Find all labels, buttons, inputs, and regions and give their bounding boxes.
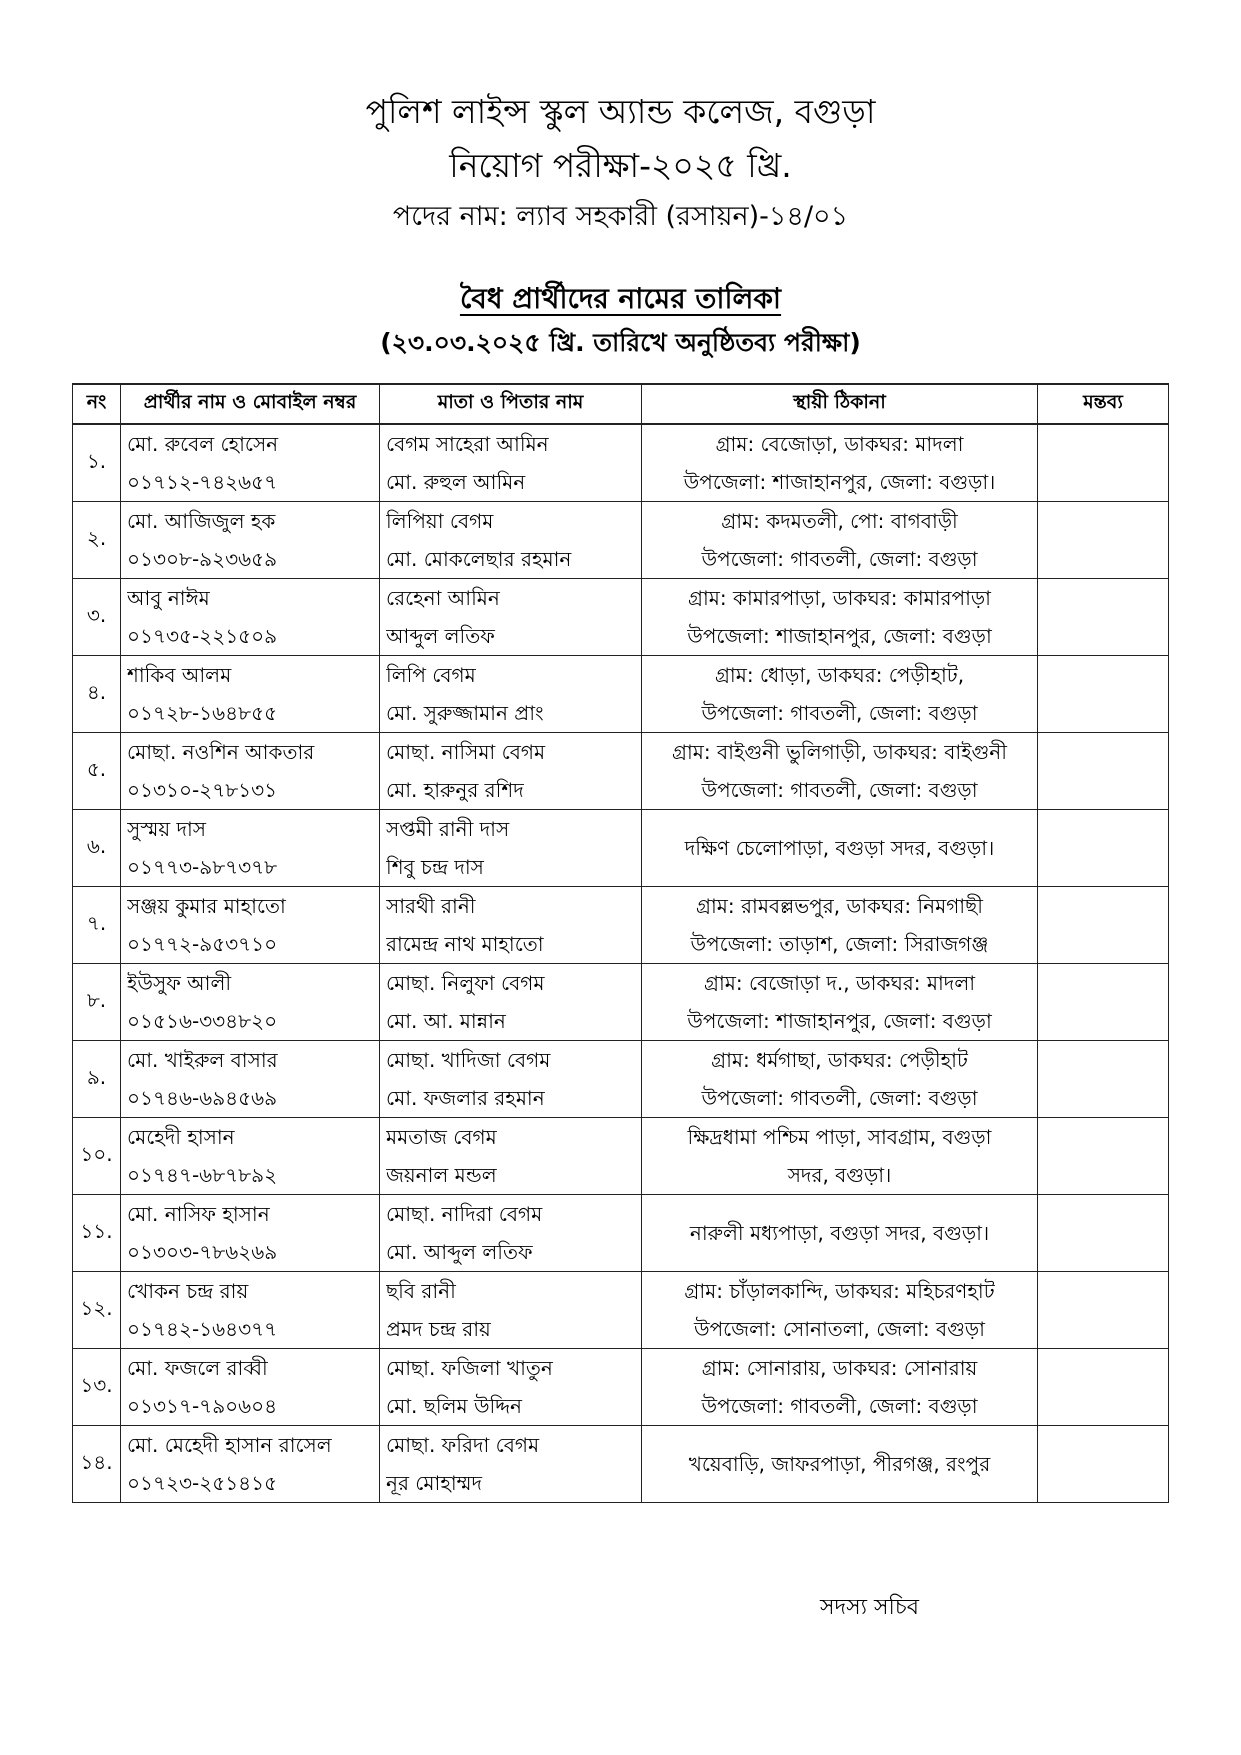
parents-cell — [380, 579, 642, 656]
address-line: উপজেলা: সোনাতলা, জেলা: বগুড়া — [694, 1317, 985, 1341]
candidate-cell — [121, 964, 380, 1041]
candidate-cell — [121, 1272, 380, 1349]
candidate-name: মো. মেহেদী হাসান রাসেল — [127, 1433, 332, 1457]
candidate-name: খোকন চন্দ্র রায় — [127, 1279, 249, 1303]
remark-cell — [1038, 424, 1169, 502]
remark-cell — [1038, 964, 1169, 1041]
candidate-name: আবু নাঈম — [127, 586, 210, 610]
mother-name: রেহেনা আমিন — [386, 586, 500, 610]
serial-number: ১৪. — [73, 1426, 121, 1503]
candidate-name: ইউসুফ আলী — [127, 971, 232, 995]
mother-name: মমতাজ বেগম — [386, 1125, 497, 1149]
table-row — [73, 733, 1169, 810]
candidate-name: মো. নাসিফ হাসান — [127, 1202, 270, 1226]
father-name: মো. আব্দুল লতিফ — [386, 1240, 533, 1264]
parents-cell — [380, 1426, 642, 1503]
candidate-name: মো. খাইরুল বাসার — [127, 1048, 278, 1072]
father-name: রামেন্দ্র নাথ মাহাতো — [386, 932, 544, 956]
candidate-cell — [121, 1349, 380, 1426]
candidate-mobile: ০১৩১৭-৭৯০৬০৪ — [127, 1394, 278, 1418]
serial-number: ৮. — [73, 964, 121, 1041]
candidate-name: মেহেদী হাসান — [127, 1125, 235, 1149]
table-row — [73, 656, 1169, 733]
father-name: নূর মোহাম্মদ — [386, 1471, 482, 1495]
institution-title: পুলিশ লাইন্স স্কুল অ্যান্ড কলেজ, বগুড়া — [365, 92, 876, 131]
candidate-name: সঞ্জয় কুমার মাহাতো — [127, 894, 286, 918]
list-title-text: বৈধ প্রার্থীদের নামের তালিকা — [459, 282, 782, 315]
father-name: মো. ছলিম উদ্দিন — [386, 1394, 522, 1418]
address-line: গ্রাম: কামারপাড়া, ডাকঘর: কামারপাড়া — [688, 586, 991, 610]
mother-name: মোছা. নাদিরা বেগম — [386, 1202, 543, 1226]
address-cell — [642, 1118, 1038, 1195]
remark-cell — [1038, 810, 1169, 887]
address-line: গ্রাম: বাইগুনী ভুলিগাড়ী, ডাকঘর: বাইগুনী — [672, 740, 1007, 764]
table-row — [73, 1426, 1169, 1503]
parents-cell — [380, 810, 642, 887]
address-cell — [642, 579, 1038, 656]
column-header-name: প্রার্থীর নাম ও মোবাইল নম্বর — [121, 384, 380, 424]
serial-number: ৫. — [73, 733, 121, 810]
remark-cell — [1038, 656, 1169, 733]
father-name: মো. সুরুজ্জামান প্রাং — [386, 701, 544, 725]
mother-name: লিপিয়া বেগম — [386, 509, 494, 533]
address-cell — [642, 1272, 1038, 1349]
mother-name: মোছা. খাদিজা বেগম — [386, 1048, 551, 1072]
candidate-cell — [121, 1118, 380, 1195]
address-cell — [642, 1041, 1038, 1118]
mother-name: ছবি রানী — [386, 1279, 456, 1303]
mother-name: লিপি বেগম — [386, 663, 476, 687]
remark-cell — [1038, 1349, 1169, 1426]
address-cell — [642, 964, 1038, 1041]
address-line: উপজেলা: গাবতলী, জেলা: বগুড়া — [701, 701, 978, 725]
address-line: উপজেলা: শাজাহানপুর, জেলা: বগুড়া। — [683, 470, 996, 494]
remark-cell — [1038, 1118, 1169, 1195]
serial-number: ১. — [73, 424, 121, 502]
mother-name: মোছা. ফরিদা বেগম — [386, 1433, 540, 1457]
post-title: পদের নাম: ল্যাব সহকারী (রসায়ন)-১৪/০১ — [392, 201, 849, 232]
address-line: গ্রাম: বেজোড়া, ডাকঘর: মাদলা — [715, 432, 964, 456]
table-row — [73, 579, 1169, 656]
father-name: জয়নাল মন্ডল — [386, 1163, 497, 1187]
table-row — [73, 810, 1169, 887]
table-header-row — [73, 384, 1169, 424]
address-line: উপজেলা: গাবতলী, জেলা: বগুড়া — [701, 1086, 978, 1110]
father-name: মো. আ. মান্নান — [386, 1009, 506, 1033]
candidate-cell — [121, 656, 380, 733]
address-line: ক্ষিদ্রধামা পশ্চিম পাড়া, সাবগ্রাম, বগুড়া — [687, 1125, 992, 1149]
candidate-mobile: ০১৭২৮-১৬৪৮৫৫ — [127, 701, 278, 725]
parents-cell — [380, 1349, 642, 1426]
father-name: মো. রুহুল আমিন — [386, 470, 526, 494]
mother-name: মোছা. ফজিলা খাতুন — [386, 1356, 553, 1380]
remark-cell — [1038, 1426, 1169, 1503]
father-name: মো. হারুনুর রশিদ — [386, 778, 524, 802]
candidate-cell — [121, 887, 380, 964]
address-line: গ্রাম: সোনারায়, ডাকঘর: সোনারায় — [701, 1356, 978, 1380]
parents-cell — [380, 1041, 642, 1118]
candidate-mobile: ০১৭৭২-৯৫৩৭১০ — [127, 932, 278, 956]
candidate-mobile: ০১৭১২-৭৪২৬৫৭ — [127, 470, 278, 494]
candidate-name: মোছা. নওশিন আকতার — [127, 740, 315, 764]
parents-cell — [380, 1272, 642, 1349]
candidate-cell — [121, 579, 380, 656]
candidate-mobile: ০১৭৪৭-৬৮৭৮৯২ — [127, 1163, 278, 1187]
parents-cell — [380, 733, 642, 810]
column-header-parents: মাতা ও পিতার নাম — [380, 384, 642, 424]
remark-cell — [1038, 887, 1169, 964]
parents-cell — [380, 887, 642, 964]
candidate-mobile: ০১৩১০-২৭৮১৩১ — [127, 778, 278, 802]
address-line: দক্ষিণ চেলোপাড়া, বগুড়া সদর, বগুড়া। — [684, 836, 995, 860]
serial-number: ৬. — [73, 810, 121, 887]
address-line: উপজেলা: তাড়াশ, জেলা: সিরাজগঞ্জ — [690, 932, 989, 956]
mother-name: মোছা. নিলুফা বেগম — [386, 971, 545, 995]
address-cell — [642, 733, 1038, 810]
remark-cell — [1038, 1195, 1169, 1272]
candidate-name: সুস্ময় দাস — [127, 817, 206, 841]
signature-label: সদস্য সচিব — [820, 1595, 919, 1620]
candidate-cell — [121, 1426, 380, 1503]
address-cell — [642, 1349, 1038, 1426]
mother-name: মোছা. নাসিমা বেগম — [386, 740, 546, 764]
candidate-cell — [121, 1041, 380, 1118]
candidate-cell — [121, 1195, 380, 1272]
parents-cell — [380, 656, 642, 733]
address-line: উপজেলা: শাজাহানপুর, জেলা: বগুড়া — [687, 1009, 992, 1033]
serial-number: ১০. — [73, 1118, 121, 1195]
table-row — [73, 964, 1169, 1041]
father-name: শিবু চন্দ্র দাস — [386, 855, 484, 879]
address-line: উপজেলা: শাজাহানপুর, জেলা: বগুড়া — [687, 624, 992, 648]
table-row — [73, 1041, 1169, 1118]
candidate-mobile: ০১৩০৮-৯২৩৬৫৯ — [127, 547, 278, 571]
candidate-cell — [121, 424, 380, 502]
mother-name: সারথী রানী — [386, 894, 476, 918]
serial-number: ৭. — [73, 887, 121, 964]
mother-name: সপ্তমী রানী দাস — [386, 817, 510, 841]
candidate-name: শাকিব আলম — [127, 663, 232, 687]
serial-number: ৪. — [73, 656, 121, 733]
candidate-mobile: ০১৭২৩-২৫১৪১৫ — [127, 1471, 278, 1495]
candidate-name: মো. ফজলে রাব্বী — [127, 1356, 268, 1380]
candidate-name: মো. রুবেল হোসেন — [127, 432, 279, 456]
address-cell — [642, 810, 1038, 887]
candidate-cell — [121, 733, 380, 810]
remark-cell — [1038, 502, 1169, 579]
parents-cell — [380, 964, 642, 1041]
column-header-no: নং — [73, 384, 121, 424]
remark-cell — [1038, 1041, 1169, 1118]
table-row — [73, 1195, 1169, 1272]
parents-cell — [380, 424, 642, 502]
address-line: গ্রাম: রামবল্লভপুর, ডাকঘর: নিমগাছী — [696, 894, 983, 918]
candidate-mobile: ০১৩০৩-৭৮৬২৬৯ — [127, 1240, 278, 1264]
address-cell — [642, 656, 1038, 733]
candidate-table — [72, 383, 1169, 1503]
serial-number: ৩. — [73, 579, 121, 656]
father-name: প্রমদ চন্দ্র রায় — [386, 1317, 491, 1341]
serial-number: ২. — [73, 502, 121, 579]
address-cell — [642, 887, 1038, 964]
candidate-cell — [121, 810, 380, 887]
father-name: মো. মোকলেছার রহমান — [386, 547, 572, 571]
column-header-address: স্থায়ী ঠিকানা — [642, 384, 1038, 424]
address-line: নারুলী মধ্যপাড়া, বগুড়া সদর, বগুড়া। — [689, 1221, 990, 1245]
address-cell — [642, 424, 1038, 502]
address-line: গ্রাম: ধোড়া, ডাকঘর: পেড়ীহাট, — [714, 663, 965, 687]
parents-cell — [380, 1118, 642, 1195]
address-cell — [642, 1426, 1038, 1503]
parents-cell — [380, 502, 642, 579]
candidate-mobile: ০১৫১৬-৩৩৪৮২০ — [127, 1009, 278, 1033]
candidate-name: মো. আজিজুল হক — [127, 509, 276, 533]
address-line: গ্রাম: চাঁড়ালকান্দি, ডাকঘর: মহিচরণহাট — [684, 1279, 995, 1303]
table-row — [73, 502, 1169, 579]
table-row — [73, 887, 1169, 964]
candidate-mobile: ০১৭৪২-১৬৪৩৭৭ — [127, 1317, 278, 1341]
address-line: গ্রাম: কদমতলী, পো: বাগবাড়ী — [721, 509, 958, 533]
remark-cell — [1038, 733, 1169, 810]
exam-date: (২৩.০৩.২০২৫ খ্রি. তারিখে অনুষ্ঠিতব্য পরীক্ষা) — [380, 328, 861, 357]
column-header-remarks: মন্তব্য — [1038, 384, 1169, 424]
serial-number: ১৩. — [73, 1349, 121, 1426]
address-cell — [642, 502, 1038, 579]
table-row — [73, 1272, 1169, 1349]
exam-title: নিয়োগ পরীক্ষা-২০২৫ খ্রি. — [449, 146, 792, 185]
address-line: সদর, বগুড়া। — [787, 1163, 892, 1187]
father-name: আব্দুল লতিফ — [386, 624, 495, 648]
serial-number: ১২. — [73, 1272, 121, 1349]
parents-cell — [380, 1195, 642, 1272]
serial-number: ৯. — [73, 1041, 121, 1118]
remark-cell — [1038, 579, 1169, 656]
mother-name: বেগম সাহেরা আমিন — [386, 432, 549, 456]
address-line: গ্রাম: ধর্মগাছা, ডাকঘর: পেড়ীহাট — [711, 1048, 968, 1072]
serial-number: ১১. — [73, 1195, 121, 1272]
address-cell — [642, 1195, 1038, 1272]
father-name: মো. ফজলার রহমান — [386, 1086, 545, 1110]
candidate-mobile: ০১৭৪৬-৬৯৪৫৬৯ — [127, 1086, 278, 1110]
table-row — [73, 1349, 1169, 1426]
table-row — [73, 1118, 1169, 1195]
table-row — [73, 424, 1169, 502]
address-line: উপজেলা: গাবতলী, জেলা: বগুড়া — [701, 547, 978, 571]
list-title — [0, 278, 1241, 320]
address-line: খয়েবাড়ি, জাফরপাড়া, পীরগঞ্জ, রংপুর — [688, 1452, 991, 1476]
address-line: গ্রাম: বেজোড়া দ., ডাকঘর: মাদলা — [703, 971, 976, 995]
candidate-mobile: ০১৭৭৩-৯৮৭৩৭৮ — [127, 855, 278, 879]
remark-cell — [1038, 1272, 1169, 1349]
address-line: উপজেলা: গাবতলী, জেলা: বগুড়া — [701, 778, 978, 802]
candidate-cell — [121, 502, 380, 579]
address-line: উপজেলা: গাবতলী, জেলা: বগুড়া — [701, 1394, 978, 1418]
candidate-mobile: ০১৭৩৫-২২১৫০৯ — [127, 624, 278, 648]
